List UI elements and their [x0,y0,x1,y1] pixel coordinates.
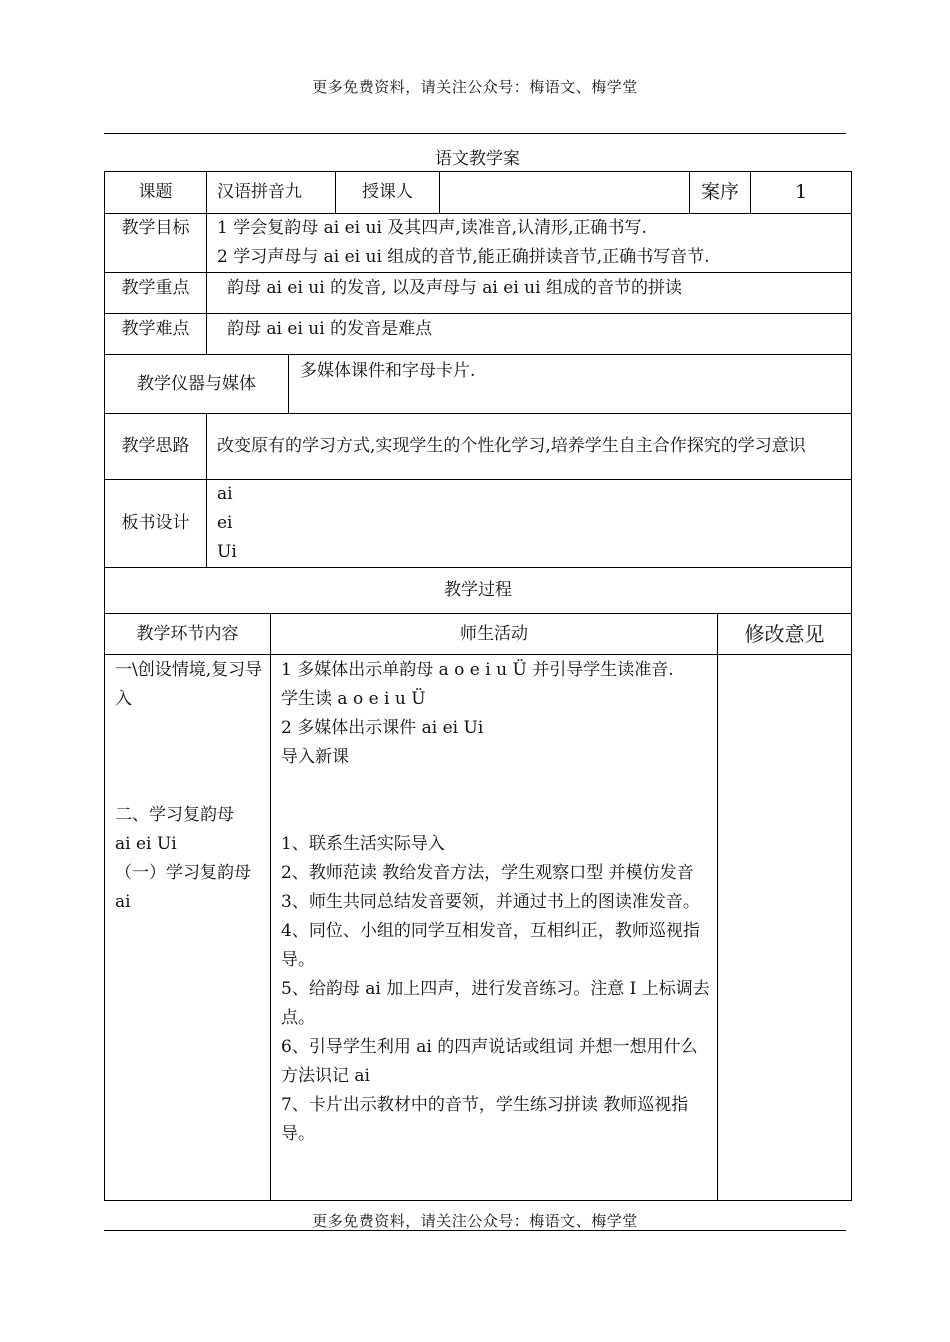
board-line-3: Ui [217,542,237,562]
approach-value: 改变原有的学习方式,实现学生的个性化学习,培养学生自主合作探究的学习意识 [207,414,852,480]
key-points-value: 韵母 ai ei ui 的发音, 以及声母与 ai ei ui 组成的音节的拼读 [207,273,852,314]
topic-value: 汉语拼音九 [207,172,336,214]
case-value: 1 [751,172,852,214]
stage-line [115,743,264,772]
process-activity-cell [271,655,718,1201]
doc-title: 语文教学案 [435,149,520,169]
activity-line [281,801,711,830]
activity-line: 1 多媒体出示单韵母 a o e i u Ü 并引导学生读准音. [281,660,674,680]
stage-line: ai [115,892,131,912]
page-footer: 更多免费资料，请关注公众号：梅语文、梅学堂 [312,1212,638,1230]
process-notes-cell [718,655,852,1201]
activity-line: 导入新课 [281,747,349,767]
process-table [104,613,852,1201]
board-line-1: ai [217,484,233,504]
activity-line: 7、卡片出示教材中的音节，学生练习拼读 教师巡视指导。 [281,1095,689,1144]
teacher-label: 授课人 [336,172,440,214]
key-points-label: 教学重点 [105,273,207,314]
footer-rule [104,1230,846,1231]
stage-line: 二、学习复韵母 [115,805,234,825]
activity-line [281,772,711,801]
goal-line-1: 1 学会复韵母 ai ei ui 及其四声,读准音,认清形,正确书写. [217,218,647,238]
board-label: 板书设计 [105,480,207,568]
approach-board-table [104,413,852,614]
goals-cell [207,214,852,273]
difficulties-label: 教学难点 [105,314,207,355]
stage-line [115,714,264,743]
stage-line: （一）学习复韵母 [115,863,251,883]
goal-line-2: 2 学习声母与 ai ei ui 组成的音节,能正确拼读音节,正确书写音节. [217,247,710,267]
case-label: 案序 [690,172,751,214]
board-line-2: ei [217,513,233,533]
stage-line: 一\创设情境,复习导入 [115,660,263,709]
activity-line: 4、同位、小组的同学互相发音，互相纠正，教师巡视指导。 [281,921,700,970]
stage-line [115,772,264,801]
stage-line: ai ei Ui [115,834,177,854]
media-table [104,354,852,414]
lesson-info-table [104,171,852,355]
page-header: 更多免费资料，请关注公众号：梅语文、梅学堂 [312,78,638,96]
difficulties-value: 韵母 ai ei ui 的发音是难点 [207,314,852,355]
header-rule [104,133,846,134]
activity-line: 3、师生共同总结发音要领，并通过书上的图读准发音。 [281,892,700,912]
process-title: 教学过程 [105,568,852,614]
activity-line: 1、联系生活实际导入 [281,834,445,854]
process-stage-cell [105,655,271,1201]
activity-line: 学生读 a o e i u Ü [281,689,426,709]
process-col-stage: 教学环节内容 [105,614,271,655]
approach-label: 教学思路 [105,414,207,480]
process-col-notes: 修改意见 [718,614,852,655]
activity-line: 6、引导学生利用 ai 的四声说话或组词 并想一想用什么方法识记 ai [281,1037,698,1086]
topic-label: 课题 [105,172,207,214]
activity-line: 5、给韵母 ai 加上四声，进行发音练习。注意 I 上标调去点。 [281,979,710,1028]
activity-line: 2 多媒体出示课件 ai ei Ui [281,718,484,738]
activity-line: 2、教师范读 教给发音方法，学生观察口型 并模仿发音 [281,863,694,883]
process-col-activity: 师生活动 [271,614,718,655]
teacher-value [440,172,690,214]
media-value: 多媒体课件和字母卡片. [289,355,852,414]
goals-label: 教学目标 [105,214,207,273]
media-label: 教学仪器与媒体 [105,355,289,414]
